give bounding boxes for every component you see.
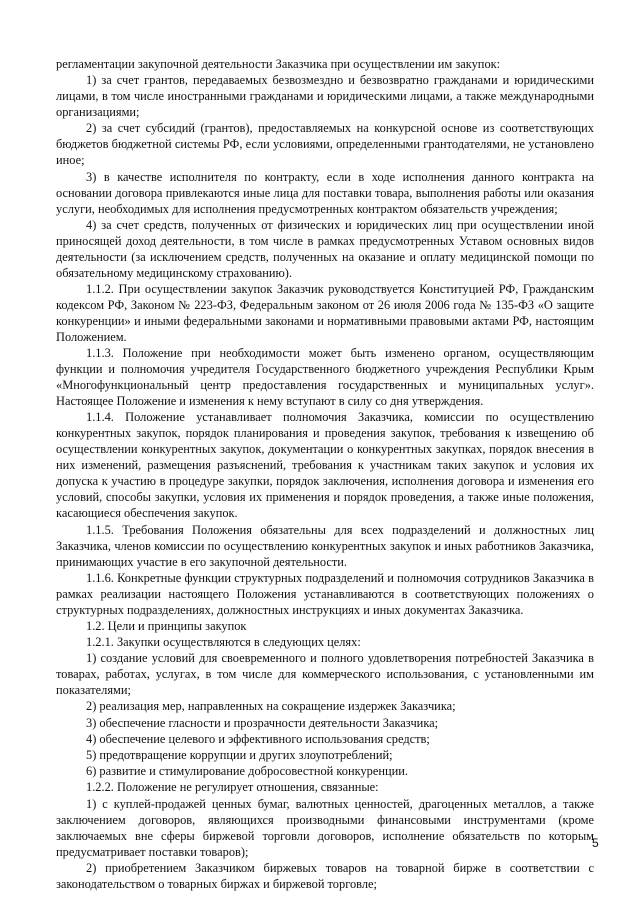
list-item: 4) обеспечение целевого и эффективного использования средств; <box>86 731 430 746</box>
paragraph: 1.1.6. Конкретные функции структурных подразделений и полномочия сотрудников Заказчика в рамках реализации настоящего Положения устанавливаются в соответствующих положениях о структурных подразделениях, должностных инструкциях и иных документах Заказчика. <box>56 570 594 617</box>
page-number: 5 <box>592 836 599 850</box>
paragraph: 1.1.4. Положение устанавливает полномочия Заказчика, комиссии по осуществлению конкурентных закупок, порядок планирования и проведения закупок, требования к извещению об осуществлении конкурентных закупок, документации о конкурентных закупках, порядок внесения в них изменений, размещения разъяснений, требования к участникам таких закупок и условия их допуска к участию в процедуре закупки, порядок заключения, исполнения договора и изменения его условий, способы закупки, условия их применения и порядок проведения, а также иные положения, касающиеся обеспечения закупок. <box>56 410 594 521</box>
paragraph: 4) за счет средств, полученных от физических и юридических лиц при осуществлении иной приносящей доход деятельности, в том числе в рамках предусмотренных Уставом основных видов деятельности (за исключением средств, полученных на оказание и оплату медицинской помощи по обязательному медицинскому страхованию). <box>56 217 594 280</box>
list-item: 2) приобретением Заказчиком биржевых товаров на товарной бирже в соответствии с законодательством о товарных биржах и биржевой торговле; <box>56 860 594 891</box>
paragraph: 1.2.2. Положение не регулирует отношения, связанные: <box>86 780 379 795</box>
paragraph: 3) в качестве исполнителя по контракту, если в ходе исполнения данного контракта на основании договора привлекаются иные лица для поставки товара, выполнения работы или оказания услуги, необходимых для исполнения предусмотренных контрактом обязательств учреждения; <box>56 169 594 216</box>
paragraph: 2) за счет субсидий (грантов), предоставляемых на конкурсной основе из соответствующих бюджетов бюджетной системы РФ, если условиями, определенными грантодателями, не установлено иное; <box>56 121 594 168</box>
paragraph: 1.1.5. Требования Положения обязательны для всех подразделений и должностных лиц Заказчика, членов комиссии по осуществлению конкурентных закупок и иных работников Заказчика, принимающих участие в его закупочной деятельности. <box>56 522 594 569</box>
section-heading: 1.2. Цели и принципы закупок <box>86 618 247 633</box>
list-item: 1) с куплей-продажей ценных бумаг, валютных ценностей, драгоценных металлов, а также заключением договоров, являющихся производными финансовыми инструментами (кроме заключаемых вне сферы биржевой торговли договоров, исполнение обязательств по которым предусматривает поставки товаров); <box>56 796 594 859</box>
list-item: 6) развитие и стимулирование добросовестной конкуренции. <box>86 764 408 779</box>
document-body <box>56 56 594 892</box>
list-item: 3) обеспечение гласности и прозрачности деятельности Заказчика; <box>86 715 439 730</box>
list-item: 2) реализация мер, направленных на сокращение издержек Заказчика; <box>86 699 456 714</box>
paragraph: 1.1.2. При осуществлении закупок Заказчик руководствуется Конституцией РФ, Гражданским кодексом РФ, Законом № 223-ФЗ, Федеральным законом от 26 июля 2006 года № 135-ФЗ «О защите конкуренции» и иными федеральными законами и нормативными правовыми актами РФ, настоящим Положением. <box>56 281 594 344</box>
paragraph: 1) за счет грантов, передаваемых безвозмездно и безвозвратно гражданами и юридическими лицами, в том числе иностранными гражданами и юридическими лицами, а также международными организациями; <box>56 73 594 120</box>
list-item: 1) создание условий для своевременного и полного удовлетворения потребностей Заказчика в товарах, работах, услугах, в том числе для коммерческого использования, с установленными им показателями; <box>56 651 594 698</box>
paragraph: регламентации закупочной деятельности Заказчика при осуществлении им закупок: <box>56 57 501 71</box>
paragraph: 1.2.1. Закупки осуществляются в следующих целях: <box>86 635 361 650</box>
list-item: 5) предотвращение коррупции и других злоупотреблений; <box>86 748 393 762</box>
paragraph: 1.1.3. Положение при необходимости может быть изменено органом, осуществляющим функции и полномочия учредителя Государственного бюджетного учреждения Республики Крым «Многофункциональный центр предоставления государственных и муниципальных услуг». Настоящее Положение и изменения к нему вступают в силу со дня утверждения. <box>56 346 594 409</box>
